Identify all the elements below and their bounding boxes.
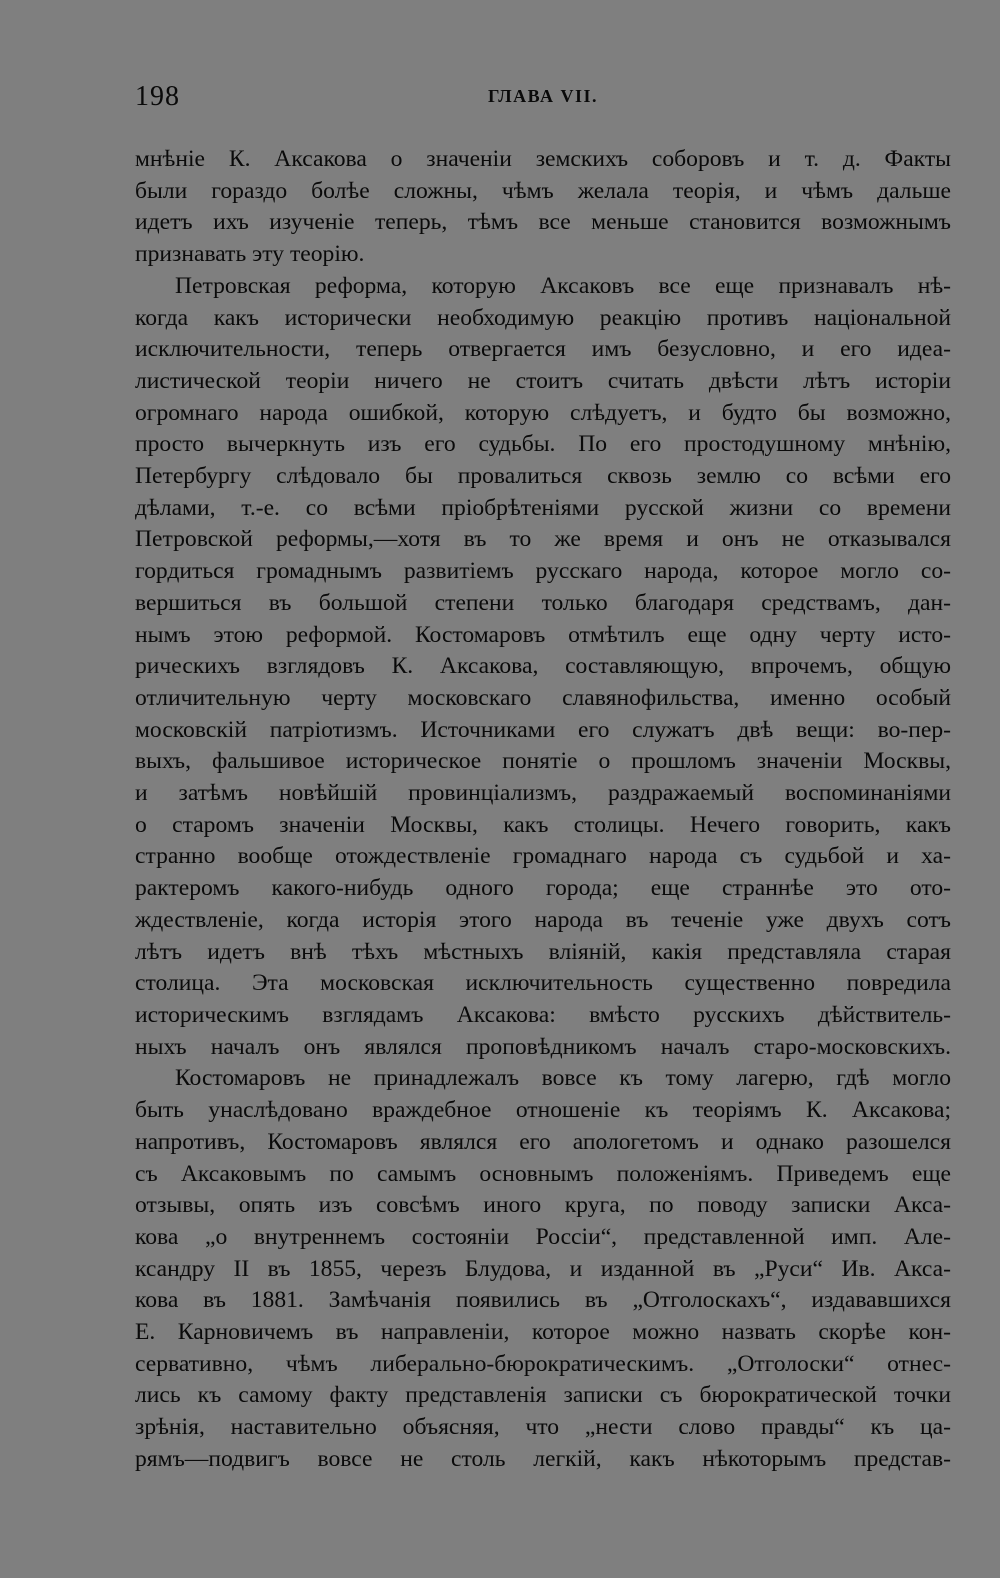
text-line: зрѣнія, наставительно объясняя, что „нести слово правды“ къ ца- <box>135 1414 951 1441</box>
text-line: ксандру II въ 1855, черезъ Блудова, и изданной въ „Руси“ Ив. Акса- <box>135 1255 951 1282</box>
text-line: отзывы, опять изъ совсѣмъ иного круга, по поводу записки Акса- <box>135 1192 951 1219</box>
text-line: Петровская реформа, которую Аксаковъ все еще признавалъ нѣ- <box>175 272 951 299</box>
chapter-running-head: ГЛАВА VII. <box>487 86 599 106</box>
text-line: листической теоріи ничего не стоитъ считать двѣсти лѣтъ исторіи <box>135 367 951 394</box>
text-line: когда какъ исторически необходимую реакцію противъ національной <box>135 304 951 331</box>
text-line: лѣтъ идетъ внѣ тѣхъ мѣстныхъ вліяній, какія представляла старая <box>135 938 951 965</box>
paragraph-2 <box>135 271 951 1064</box>
text-line: Петербургу слѣдовало бы провалиться сквозь землю со всѣми его <box>135 463 951 490</box>
text-line: Е. Карновичемъ въ направленіи, которое можно назвать скорѣе кон- <box>135 1319 951 1346</box>
text-line: дѣлами, т.-е. со всѣми пріобрѣтеніями русской жизни со времени <box>135 494 951 521</box>
text-line: были гораздо болѣе сложны, чѣмъ желала теорія, и чѣмъ дальше <box>135 177 951 204</box>
book-page <box>135 80 951 1476</box>
text-line: странно вообще отождествленіе громаднаго народа съ судьбой и ха- <box>135 843 951 870</box>
text-line: ждествленіе, когда исторія этого народа въ теченіе уже двухъ сотъ <box>135 906 951 933</box>
text-line: мнѣніе К. Аксакова о значеніи земскихъ соборовъ и т. д. Факты <box>135 146 951 172</box>
text-line: просто вычеркнуть изъ его судьбы. По его простодушному мнѣнію, <box>135 431 951 458</box>
text-line: исключительности, теперь отвергается имъ безусловно, и его идеа- <box>135 336 951 363</box>
text-line: московскій патріотизмъ. Источниками его служатъ двѣ вещи: во-пер- <box>135 716 951 743</box>
text-line: гордиться громаднымъ развитіемъ русскаго народа, которое могло со- <box>135 558 951 585</box>
body-text <box>135 144 951 1476</box>
text-line: съ Аксаковымъ по самымъ основнымъ положеніямъ. Приведемъ еще <box>135 1160 951 1187</box>
text-line: огромнаго народа ошибкой, которую слѣдуетъ, и будто бы возможно, <box>135 399 951 426</box>
page-header <box>135 80 951 126</box>
text-line: о старомъ значеніи Москвы, какъ столицы. Нечего говорить, какъ <box>135 811 951 838</box>
text-line: рактеромъ какого-нибудь одного города; еще страннѣе это ото- <box>135 875 951 902</box>
text-line: кова „о внутреннемъ состояніи Россіи“, представленной имп. Але- <box>135 1223 951 1250</box>
text-line: столица. Эта московская исключительность существенно повредила <box>135 970 951 997</box>
text-line: сервативно, чѣмъ либерально-бюрократическимъ. „Отголоски“ отнес- <box>135 1350 951 1377</box>
text-line: Петровской реформы,—хотя въ то же время и онъ не отказывался <box>135 526 951 553</box>
text-line: рямъ—подвигъ вовсе не столь легкій, какъ нѣкоторымъ представ- <box>135 1445 951 1472</box>
text-line: отличительную черту московскаго славянофильства, именно особый <box>135 684 951 711</box>
text-line: вершиться въ большой степени только благодаря средствамъ, дан- <box>135 589 951 616</box>
text-line: признавать эту теорію. <box>135 241 365 268</box>
text-line: кова въ 1881. Замѣчанія появились въ „Отголоскахъ“, издававшихся <box>135 1287 951 1314</box>
text-line: лись къ самому факту представленія записки съ бюрократической точки <box>135 1382 951 1409</box>
text-line: быть унаслѣдовано враждебное отношеніе къ теоріямъ К. Аксакова; <box>135 1097 951 1124</box>
text-line: ныхъ началъ онъ являлся проповѣдникомъ началъ старо-московскихъ. <box>135 1033 951 1060</box>
text-line: историческимъ взглядамъ Аксакова: вмѣсто русскихъ дѣйствитель- <box>135 1001 951 1028</box>
text-line: выхъ, фальшивое историческое понятіе о прошломъ значеніи Москвы, <box>135 748 951 775</box>
text-line: и затѣмъ новѣйшій провинціализмъ, раздражаемый воспоминаніями <box>135 780 951 807</box>
text-line: идетъ ихъ изученіе теперь, тѣмъ все меньше становится возможнымъ <box>135 209 951 236</box>
paragraph-3 <box>135 1063 951 1475</box>
page-number: 198 <box>135 81 180 112</box>
paragraph-1 <box>135 144 951 271</box>
text-line: напротивъ, Костомаровъ являлся его апологетомъ и однако разошелся <box>135 1128 951 1155</box>
text-line: нымъ этою реформой. Костомаровъ отмѣтилъ еще одну черту исто- <box>135 621 951 648</box>
text-line: рическихъ взглядовъ К. Аксакова, составляющую, впрочемъ, общую <box>135 653 951 680</box>
text-line: Костомаровъ не принадлежалъ вовсе къ тому лагерю, гдѣ могло <box>175 1065 951 1092</box>
